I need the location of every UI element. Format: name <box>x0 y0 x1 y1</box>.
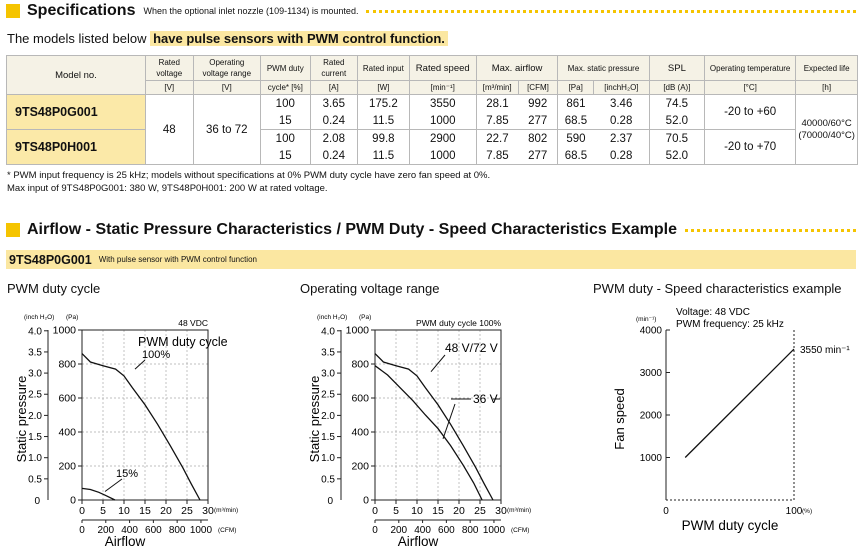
x-tick-label: 5 <box>100 505 106 517</box>
x-tick-label: 20 <box>453 505 465 517</box>
specifications-title: Specifications <box>27 2 136 19</box>
header-rated-voltage: Rated voltage <box>145 56 193 81</box>
header-pressure: Max. static pressure <box>558 56 649 81</box>
y-tick-label-inch: 1.5 <box>28 432 42 444</box>
characteristics-model-note: With pulse sensor with PWM control function <box>98 255 257 264</box>
table-row <box>7 95 858 113</box>
unit-current: [A] <box>310 81 358 95</box>
characteristics-header <box>0 219 860 241</box>
y-axis-label: Fan speed <box>612 388 627 450</box>
intro-lead: The models listed below <box>7 31 151 46</box>
cfm-tick-label: 400 <box>121 525 138 536</box>
y-unit-pa: (Pa) <box>66 314 79 321</box>
cfm-tick-label: 600 <box>145 525 162 536</box>
cfm-tick-label: 0 <box>79 525 85 536</box>
y-tick-label-pa: 200 <box>351 460 369 473</box>
y-unit: (min⁻¹) <box>636 316 657 323</box>
airflow-m3-value: 22.7 <box>476 130 518 148</box>
x-unit-secondary: (CFM) <box>511 527 530 534</box>
series-label-leader <box>431 355 445 372</box>
input-value: 11.5 <box>358 112 410 130</box>
pwm-speed-chart <box>586 300 868 552</box>
y-tick-label: 4000 <box>639 325 662 337</box>
y-unit-inch: (inch H₂O) <box>317 314 348 321</box>
y-tick-label-pa: 200 <box>58 460 76 473</box>
x-axis-label: Airflow <box>397 534 439 549</box>
unit-airflow-cfm: [CFM] <box>518 81 558 95</box>
chart3-title: PWM duty - Speed characteristics example <box>593 281 842 296</box>
y-tick-label-inch: 2.0 <box>28 410 42 422</box>
y-tick-label-pa: 400 <box>351 426 369 439</box>
intro-text <box>7 31 448 46</box>
y-axis-label: Static pressure <box>307 375 322 463</box>
x-tick-label: 15 <box>139 505 151 517</box>
y-tick-label-inch: 2.0 <box>321 410 335 422</box>
x-unit: (%) <box>802 508 813 515</box>
y-tick-label: 2000 <box>639 410 662 422</box>
footnotes <box>7 169 490 195</box>
cfm-tick-label: 400 <box>414 525 431 536</box>
footnote-max-input: Max input of 9TS48P0G001: 380 W, 9TS48P0H001: 200 W at rated voltage. <box>7 183 328 194</box>
expected-life-value <box>796 95 858 165</box>
speed-value: 1000 <box>409 147 476 165</box>
specifications-subtitle: When the optional inlet nozzle (109-1134) is mounted. <box>143 6 359 16</box>
x-tick-label: 5 <box>393 505 399 517</box>
current-value: 2.08 <box>310 130 358 148</box>
current-value: 0.24 <box>310 112 358 130</box>
x-unit-secondary: (CFM) <box>218 527 237 534</box>
life-line1: 40000/60°C <box>801 117 852 129</box>
life-line2: (70000/40°C) <box>798 129 855 141</box>
x-tick-label: 25 <box>474 505 486 517</box>
chart-annotation-voltage: Voltage: 48 VDC <box>676 307 750 318</box>
chart-annotation: PWM duty cycle 100% <box>415 318 501 328</box>
pressure-inch-value: 0.28 <box>594 112 650 130</box>
unit-speed: [min⁻¹] <box>409 81 476 95</box>
speed-value: 2900 <box>409 130 476 148</box>
intro-highlight: have pulse sensors with PWM control function. <box>150 31 448 46</box>
y-tick-label: 3000 <box>639 368 662 379</box>
y-tick-label-pa: 800 <box>58 358 76 371</box>
op-voltage-value: 36 to 72 <box>193 95 261 165</box>
y-tick-label-inch: 0 <box>34 496 40 507</box>
airflow-cfm-value: 802 <box>518 130 558 148</box>
cfm-tick-label: 1000 <box>482 525 506 536</box>
y-tick-label-inch: 4.0 <box>28 326 42 338</box>
y-tick-label-pa: 800 <box>351 358 369 371</box>
cfm-tick-label: 1000 <box>189 525 213 536</box>
chart2-title: Operating voltage range <box>300 281 440 296</box>
op-temp-value: -20 to +60 <box>705 95 796 130</box>
pressure-pa-value: 68.5 <box>558 147 594 165</box>
section-marker-icon <box>6 223 20 237</box>
header-speed: Rated speed <box>409 56 476 81</box>
y-tick-label-pa: 400 <box>58 426 76 439</box>
y-unit-pa: (Pa) <box>359 314 372 321</box>
y-tick-label-inch: 2.5 <box>321 389 335 401</box>
input-value: 11.5 <box>358 147 410 165</box>
pressure-pa-value: 861 <box>558 95 594 113</box>
y-tick-label-pa: 600 <box>351 392 369 405</box>
footnote-pwm: * PWM input frequency is 25 kHz; models without specifications at 0% PWM duty cycle have zero fan speed at 0%. <box>7 170 491 181</box>
x-tick-label: 10 <box>411 505 423 517</box>
header-spl: SPL <box>649 56 704 81</box>
unit-rated-voltage: [V] <box>145 81 193 95</box>
unit-op-voltage: [V] <box>193 81 261 95</box>
specifications-header <box>0 0 860 22</box>
pressure-inch-value: 3.46 <box>594 95 650 113</box>
x-tick-label: 0 <box>372 505 378 517</box>
section-divider <box>366 10 856 13</box>
y-tick-label-pa: 0 <box>70 494 76 507</box>
header-op-voltage: Operating voltage range <box>193 56 261 81</box>
y-unit-inch: (inch H₂O) <box>24 314 55 321</box>
current-value: 0.24 <box>310 147 358 165</box>
y-axis-label: Static pressure <box>14 375 29 463</box>
pressure-inch-value: 2.37 <box>594 130 650 148</box>
rated-voltage-value: 48 <box>145 95 193 165</box>
x-tick-label: 0 <box>79 505 85 517</box>
x-axis-label: PWM duty cycle <box>681 518 779 533</box>
cfm-tick-label: 600 <box>438 525 455 536</box>
section-marker-icon <box>6 4 20 18</box>
y-tick-label-pa: 600 <box>58 392 76 405</box>
unit-airflow-m3: [m³/min] <box>476 81 518 95</box>
section-divider <box>685 229 856 232</box>
unit-input: [W] <box>358 81 410 95</box>
speed-end-label: 3550 min⁻¹ <box>800 345 850 357</box>
y-tick-label-inch: 3.0 <box>321 368 335 380</box>
series-label-36v: 36 V <box>473 392 498 406</box>
pwm-duty-pressure-chart <box>0 300 290 552</box>
y-tick-label-inch: 1.0 <box>28 453 42 465</box>
model-name: 9TS48P0G001 <box>7 95 146 130</box>
y-tick-label-inch: 3.5 <box>28 347 42 359</box>
pressure-pa-value: 68.5 <box>558 112 594 130</box>
airflow-cfm-value: 277 <box>518 147 558 165</box>
y-tick-label-inch: 2.5 <box>28 389 42 401</box>
unit-pwm: cycle* [%] <box>261 81 310 95</box>
unit-op-temp: [°C] <box>705 81 796 95</box>
airflow-cfm-value: 992 <box>518 95 558 113</box>
y-tick-label-inch: 1.5 <box>321 432 335 444</box>
pwm-value: 100 <box>261 130 310 148</box>
voltage-range-pressure-chart <box>293 300 583 552</box>
y-tick-label-inch: 4.0 <box>321 326 335 338</box>
series-label-15: 15% <box>116 468 139 480</box>
speed-value: 3550 <box>409 95 476 113</box>
spl-value: 52.0 <box>649 112 704 130</box>
pressure-pa-value: 590 <box>558 130 594 148</box>
series-line-2 <box>375 366 482 500</box>
y-tick-label-inch: 0.5 <box>321 474 335 486</box>
speed-series-line <box>685 349 794 457</box>
y-tick-label-inch: 3.0 <box>28 368 42 380</box>
series-label-leader <box>443 404 455 439</box>
x-tick-label: 0 <box>663 506 669 517</box>
airflow-m3-value: 7.85 <box>476 112 518 130</box>
x-tick-label: 30 <box>202 505 214 517</box>
input-value: 99.8 <box>358 130 410 148</box>
series-label-leader <box>105 479 122 492</box>
unit-life: [h] <box>796 81 858 95</box>
chart1-title: PWM duty cycle <box>7 281 101 296</box>
input-value: 175.2 <box>358 95 410 113</box>
x-tick-label: 20 <box>160 505 172 517</box>
series-label-100-line2: 100% <box>142 349 171 361</box>
spl-value: 70.5 <box>649 130 704 148</box>
x-tick-label: 10 <box>118 505 130 517</box>
x-unit-primary: (m³/min) <box>507 507 532 514</box>
series-label-100-line1: PWM duty cycle <box>138 335 228 349</box>
y-tick-label-pa: 1000 <box>52 324 76 337</box>
x-tick-label: 25 <box>181 505 193 517</box>
series-label-48-72v: 48 V/72 V <box>445 341 498 355</box>
y-tick-label-pa: 0 <box>363 494 369 507</box>
header-airflow: Max. airflow <box>476 56 558 81</box>
series-line-1 <box>375 354 493 500</box>
series-line-2 <box>82 488 115 500</box>
series-label-leader <box>135 360 145 369</box>
cfm-tick-label: 800 <box>168 525 186 536</box>
y-tick-label-pa: 1000 <box>345 324 369 337</box>
y-tick-label-inch: 1.0 <box>321 453 335 465</box>
y-tick-label-inch: 0.5 <box>28 474 42 486</box>
unit-pressure-pa: [Pa] <box>558 81 594 95</box>
series-line-1 <box>82 354 200 500</box>
pwm-value: 15 <box>261 147 310 165</box>
header-op-temp: Operating temperature <box>705 56 796 81</box>
y-tick-label: 1000 <box>639 453 662 464</box>
model-bar <box>6 250 856 269</box>
airflow-cfm-value: 277 <box>518 112 558 130</box>
unit-spl: [dB (A)] <box>649 81 704 95</box>
unit-pressure-inch: [inchH₂O] <box>594 81 650 95</box>
cfm-tick-label: 0 <box>372 525 378 536</box>
x-axis-label: Airflow <box>104 534 146 549</box>
x-tick-label: 100 <box>785 506 803 517</box>
header-current: Rated current <box>310 56 358 81</box>
x-unit-primary: (m³/min) <box>214 507 239 514</box>
airflow-m3-value: 7.85 <box>476 147 518 165</box>
airflow-m3-value: 28.1 <box>476 95 518 113</box>
spl-value: 74.5 <box>649 95 704 113</box>
cfm-tick-label: 800 <box>461 525 479 536</box>
pwm-value: 100 <box>261 95 310 113</box>
y-tick-label-inch: 0 <box>327 496 333 507</box>
x-tick-label: 15 <box>432 505 444 517</box>
header-input: Rated input <box>358 56 410 81</box>
chart-annotation: 48 VDC <box>178 318 208 328</box>
header-model: Model no. <box>7 56 146 95</box>
characteristics-title: Airflow - Static Pressure Characteristics / PWM Duty - Speed Characteristics Example <box>27 221 677 238</box>
chart-annotation-frequency: PWM frequency: 25 kHz <box>676 319 784 330</box>
cfm-tick-label: 200 <box>97 525 115 536</box>
current-value: 3.65 <box>310 95 358 113</box>
x-tick-label: 30 <box>495 505 507 517</box>
spl-value: 52.0 <box>649 147 704 165</box>
model-name: 9TS48P0H001 <box>7 130 146 165</box>
speed-value: 1000 <box>409 112 476 130</box>
header-life: Expected life <box>796 56 858 81</box>
cfm-tick-label: 200 <box>390 525 408 536</box>
pwm-value: 15 <box>261 112 310 130</box>
op-temp-value: -20 to +70 <box>705 130 796 165</box>
specifications-table <box>6 55 858 165</box>
header-pwm: PWM duty <box>261 56 310 81</box>
pressure-inch-value: 0.28 <box>594 147 650 165</box>
table-row <box>7 130 858 148</box>
characteristics-model: 9TS48P0G001 <box>9 252 92 267</box>
y-tick-label-inch: 3.5 <box>321 347 335 359</box>
